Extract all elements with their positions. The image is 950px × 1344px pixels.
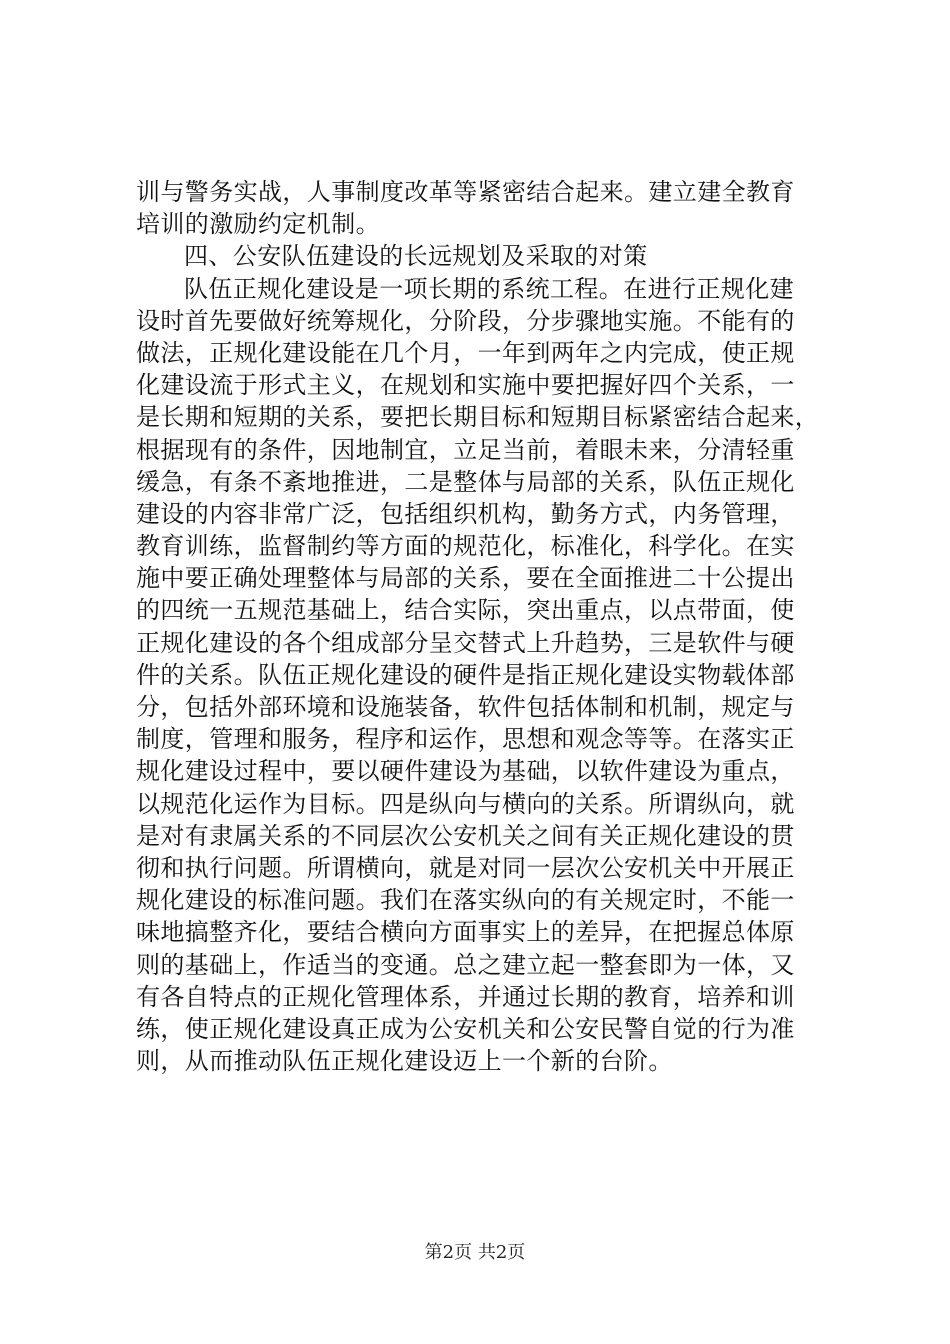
text-line: 培训的激励约定机制。 [136,210,380,239]
text-line: 则的基础上，作适当的变通。总之建立起一整套即为一体，又 [136,950,795,979]
text-line: 设时首先要做好统筹规化，分阶段，分步骤地实施。不能有的 [136,306,795,335]
text-line: 缓急，有条不紊地推进，二是整体与局部的关系，队伍正规化 [136,467,795,496]
text-line: 件的关系。队伍正规化建设的硬件是指正规化建设实物载体部 [136,660,795,689]
text-line: 训与警务实战，人事制度改革等紧密结合起来。建立建全教育 [136,178,795,206]
text-line: 教育训练，监督制约等方面的规范化，标准化，科学化。在实 [136,532,795,561]
text-line: 是对有隶属关系的不同层次公安机关之间有关正规化建设的贯 [136,821,795,850]
text-line: 以规范化运作为目标。四是纵向与横向的关系。所谓纵向，就 [136,789,795,818]
text-line: 是长期和短期的关系，要把长期目标和短期目标紧密结合起来， [136,403,820,432]
text-line: 彻和执行问题。所谓横向，就是对同一层次公安机关中开展正 [136,853,795,882]
text-line: 正规化建设的各个组成部分呈交替式上升趋势，三是软件与硬 [136,628,795,657]
document-body [136,176,830,1077]
text-line: 四、公安队伍建设的长远规划及采取的对策 [184,242,648,271]
text-line: 规化建设的标准问题。我们在落实纵向的有关规定时，不能一 [136,886,795,915]
text-line: 建设的内容非常广泛，包括组织机构，勤务方式，内务管理， [136,499,795,528]
text-line: 规化建设过程中，要以硬件建设为基础，以软件建设为重点， [136,757,795,786]
text-line: 则，从而推动队伍正规化建设迈上一个新的台阶。 [136,1047,673,1076]
text-line: 味地搞整齐化，要结合横向方面事实上的差异，在把握总体原 [136,918,795,947]
text-line: 根据现有的条件，因地制宜，立足当前，着眼未来，分清轻重 [136,435,795,464]
text-line: 化建设流于形式主义，在规划和实施中要把握好四个关系，一 [136,371,795,400]
text-line: 分，包括外部环境和设施装备，软件包括体制和机制，规定与 [136,693,795,721]
page-footer: 第2页 共2页 [424,1242,526,1263]
text-line: 练，使正规化建设真正成为公安机关和公安民警自觉的行为准 [136,1014,795,1043]
text-line: 有各自特点的正规化管理体系，并通过长期的教育，培养和训 [136,982,795,1011]
text-line: 的四统一五规范基础上，结合实际，突出重点，以点带面，使 [136,596,795,625]
text-line: 制度，管理和服务，程序和运作，思想和观念等等。在落实正 [136,725,795,754]
text-line: 施中要正确处理整体与局部的关系，要在全面推进二十公提出 [136,564,795,593]
text-line: 做法，正规化建设能在几个月，一年到两年之内完成，使正规 [136,338,795,367]
text-line: 队伍正规化建设是一项长期的系统工程。在进行正规化建 [184,274,794,303]
